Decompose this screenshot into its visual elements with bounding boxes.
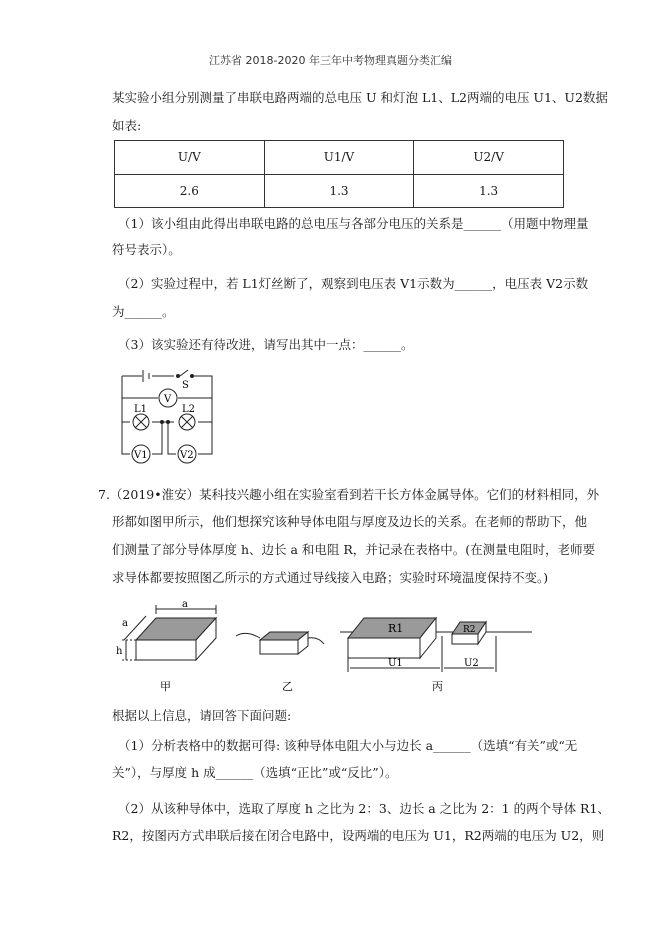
- page-header: 江苏省 2018-2020 年三年中考物理真题分类汇编: [209, 54, 452, 67]
- q6-part1-line1: （1）该小组由此得出串联电路的总电压与各部分电压的关系是______（用题中物理量: [118, 216, 589, 231]
- after-line-4: R2，按图丙方式串联后接在闭合电路中，设两端的电压为 U1，R2两端的电压为 U2，则: [112, 828, 605, 843]
- after-line-3: （2）从该种导体中，选取了厚度 h 之比为 2：3、边长 a 之比为 2：1 的两个导体 R1、: [118, 801, 610, 816]
- conductor-figure: [112, 596, 552, 696]
- edge-a-side-label: a: [122, 618, 128, 629]
- q7-line-1: 7.（2019•淮安）某科技兴趣小组在实验室看到若干长方体金属导体。它们的材料相同，外: [98, 487, 600, 502]
- q7-line-2: 形都如图甲所示，他们想探究该种导体电阻与厚度及边长的关系。在老师的帮助下，他: [112, 514, 588, 529]
- resistor-r1-label: R1: [388, 622, 404, 635]
- circuit-diagram: [112, 362, 222, 472]
- resistor-r2-label: R2: [463, 625, 476, 635]
- figure-label-jia: 甲: [160, 680, 171, 693]
- table-cell: 2.6: [115, 174, 265, 208]
- q6-part2-line1: （2）实验过程中，若 L1灯丝断了，观察到电压表 V1示数为______，电压表 V2示数: [118, 276, 589, 291]
- q6-part1-line2: 符号表示）。: [112, 242, 181, 257]
- after-line-1: （1）分析表格中的数据可得: 该种导体电阻大小与边长 a______（选填“有关”或“无: [118, 738, 578, 753]
- table-cell: 1.3: [414, 174, 564, 208]
- intro-line-1: 某实验小组分别测量了串联电路两端的总电压 U 和灯泡 L1、L2两端的电压 U1、U2数据: [112, 90, 608, 105]
- lamp1-label: L1: [134, 404, 148, 415]
- figure-label-yi: 乙: [282, 680, 293, 693]
- edge-a-top-label: a: [182, 599, 188, 610]
- voltmeter-label: V: [164, 394, 172, 405]
- voltage-table: [114, 140, 564, 208]
- v2-label: V2: [180, 450, 194, 461]
- figure-label-bing: 丙: [432, 680, 443, 693]
- table-header-cell: U/V: [115, 141, 265, 175]
- voltage-u1-label: U1: [388, 658, 403, 669]
- lamp2-label: L2: [182, 404, 196, 415]
- q6-part2-line2: 为______。: [112, 304, 175, 319]
- table-header-cell: U2/V: [414, 141, 564, 175]
- thickness-h-label: h: [116, 646, 123, 657]
- q6-part3: （3）该实验还有待改进，请写出其中一点：______。: [118, 337, 414, 352]
- after-line-2: 关”），与厚度 h 成______（选填“正比”或“反比”）。: [112, 765, 398, 780]
- table-row: [115, 174, 564, 208]
- table-cell: 1.3: [264, 174, 414, 208]
- v1-label: V1: [134, 450, 148, 461]
- q7-line-3: 们测量了部分导体厚度 h、边长 a 和电阻 R，并记录在表格中。(在测量电阻时，老师要: [112, 542, 596, 557]
- after-line-0: 根据以上信息，请回答下面问题:: [112, 708, 292, 723]
- table-header-cell: U1/V: [264, 141, 414, 175]
- table-header-row: [115, 141, 564, 175]
- q7-line-4: 求导体都要按照图乙所示的方式通过导线接入电路；实验时环境温度保持不变。): [112, 570, 549, 585]
- voltage-u2-label: U2: [464, 658, 479, 669]
- intro-line-2: 如表:: [112, 118, 142, 133]
- switch-label: S: [182, 380, 189, 391]
